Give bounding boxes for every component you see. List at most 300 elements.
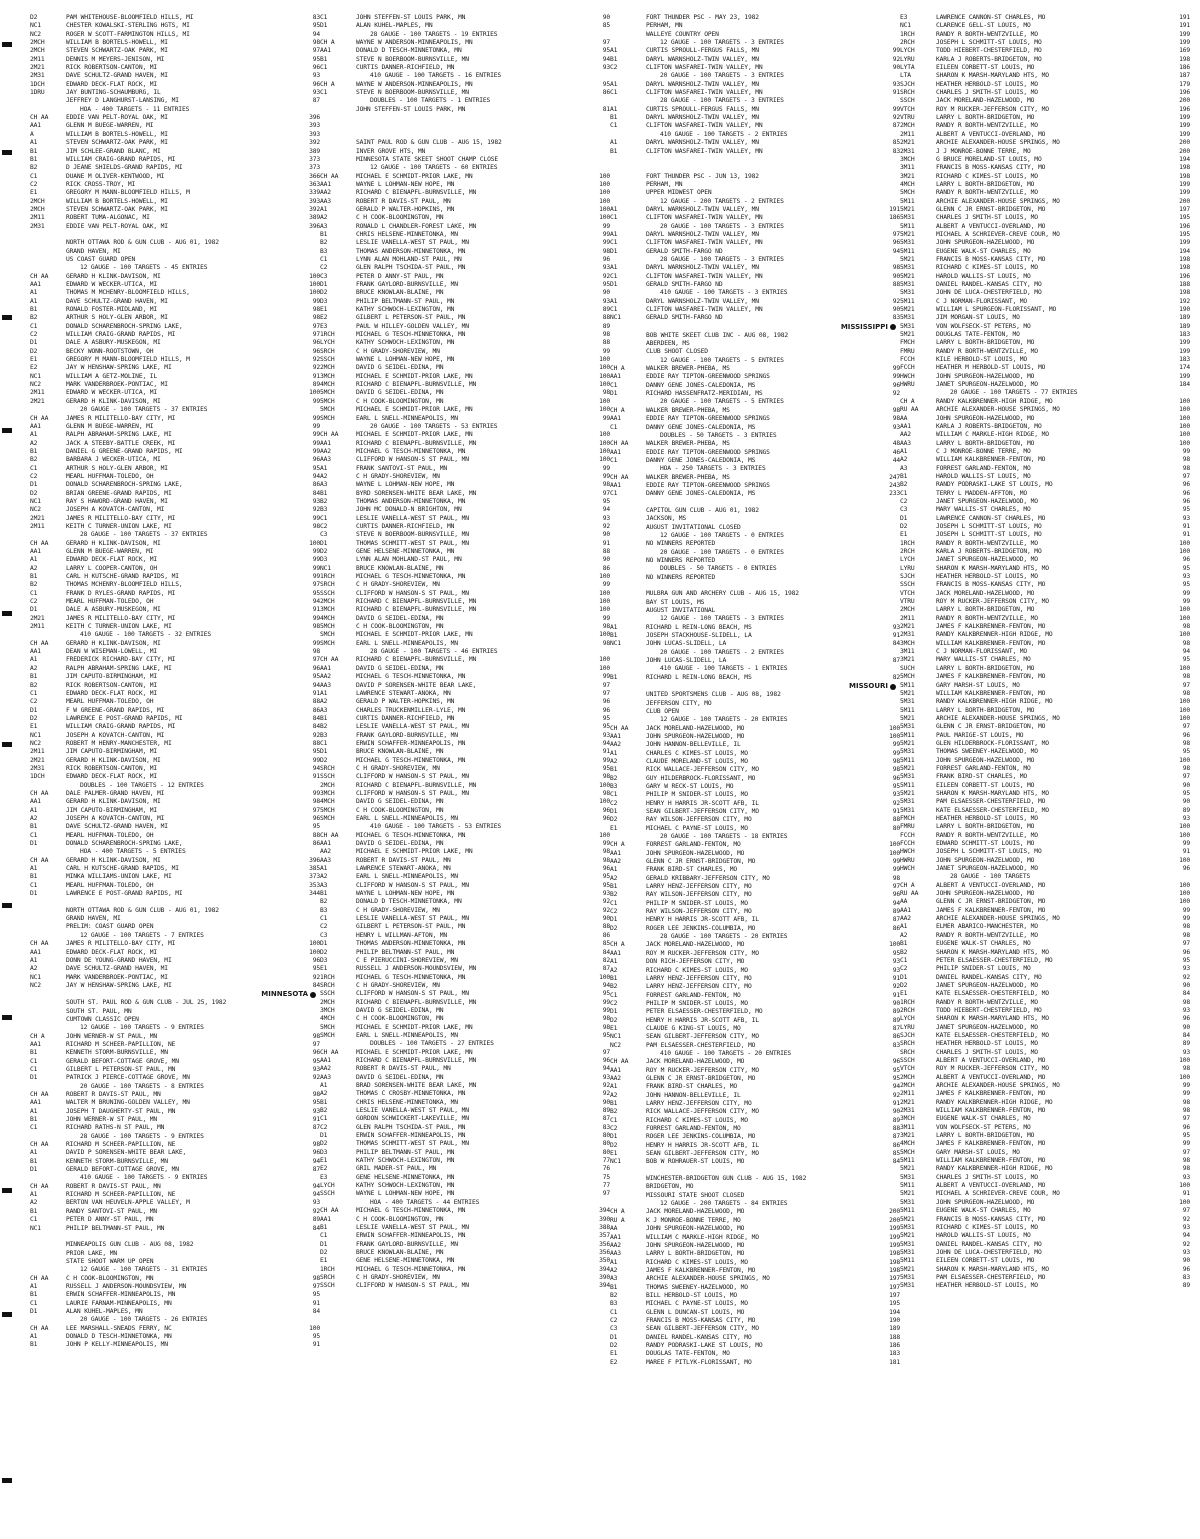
class-code: D2 <box>610 1141 618 1149</box>
shooter-name <box>356 114 584 122</box>
result-row <box>900 323 1190 331</box>
score: 100 <box>1179 1198 1190 1206</box>
result-row <box>320 1216 610 1224</box>
score: 100 <box>599 598 610 606</box>
class-code: SRCH <box>320 1273 335 1281</box>
class-code: A2 <box>610 1091 618 1099</box>
result-row <box>30 473 320 481</box>
result-row <box>320 465 610 473</box>
score: 94 <box>602 981 610 989</box>
result-row <box>320 1149 610 1157</box>
class-code: CH AA <box>320 1207 339 1215</box>
result-row <box>900 22 1190 30</box>
class-code: B1 <box>30 1049 38 1057</box>
score <box>874 649 900 657</box>
score: 356 <box>599 1248 610 1256</box>
shooter-name: GLENN C JR ERNST-BRIDGETON, MO <box>646 1074 756 1082</box>
score: 91 <box>312 606 320 614</box>
score <box>584 648 610 656</box>
shooter-name: 12 GAUGE - 200 TARGETS - 84 ENTRIES <box>660 1200 788 1208</box>
score: 84 <box>312 723 320 731</box>
class-code: 2M21 <box>30 64 45 72</box>
score: 100 <box>599 456 610 464</box>
event-header-line <box>30 999 320 1007</box>
shooter-name: ROBERT TUMA-ALGONAC, MI <box>66 214 150 222</box>
result-row <box>30 807 320 815</box>
result-row <box>30 748 320 756</box>
score: 247 <box>889 473 900 481</box>
class-code: 1DCH <box>30 773 45 781</box>
result-row <box>610 1000 900 1008</box>
score: 92 <box>602 522 610 530</box>
score <box>294 1266 320 1274</box>
shooter-name: JANET SPURGEON-HAZELWOOD, MO <box>936 497 1038 505</box>
class-code: C2 <box>320 522 328 530</box>
result-row <box>30 515 320 523</box>
class-code: 1RCH <box>900 30 915 38</box>
shooter-name: SHARON K MARSH-MARYLAND HTS, MO <box>936 948 1049 956</box>
event-header-line <box>30 1016 320 1024</box>
shooter-name: GARY MARSH-ST LOUIS, MO <box>936 681 1020 689</box>
result-row <box>610 941 900 949</box>
result-row <box>610 816 900 824</box>
result-row <box>320 1174 610 1182</box>
score: 100 <box>599 172 610 180</box>
shooter-name: NO WINNERS REPORTED <box>646 540 716 548</box>
shooter-name: EDDIE RAY TIPTON-GREENWOOD SPRINGS <box>646 448 770 456</box>
score: 100 <box>599 381 610 389</box>
class-code <box>610 574 646 582</box>
class-code: B1 <box>900 472 908 480</box>
score: 98 <box>1182 689 1190 697</box>
result-row <box>30 573 320 581</box>
score: 98 <box>312 39 320 47</box>
shooter-name: RANDY KALKBRENNER-HIGH RIDGE, MO <box>936 1165 1053 1173</box>
shooter-name: MICHAEL C PAYNE-ST LOUIS, MO <box>646 1300 748 1308</box>
class-code: 2M31 <box>30 222 45 230</box>
result-row <box>320 615 610 623</box>
class-code: 5M21 <box>900 764 915 772</box>
class-code <box>320 423 356 431</box>
score: 85 <box>892 1150 900 1158</box>
score: 100 <box>1179 431 1190 439</box>
score: 94 <box>1182 1232 1190 1240</box>
score: 92 <box>312 973 320 981</box>
score: 89 <box>892 1116 900 1124</box>
class-code <box>30 264 66 272</box>
score: 91 <box>312 689 320 697</box>
event-header-line <box>610 22 900 30</box>
result-row <box>610 298 900 306</box>
class-code <box>320 31 356 39</box>
shooter-name: GLENN C JR ERNST-BRIDGETON, MO <box>936 205 1046 213</box>
class-code: AA1 <box>30 648 41 656</box>
shooter-name: JACK MORELAND-HAZELWOOD, MO <box>646 724 745 732</box>
results-column <box>30 14 320 1529</box>
class-code <box>610 532 646 540</box>
result-row <box>320 1190 610 1198</box>
shooter-name: JANET SPURGEON-HAZELWOOD, MO <box>936 556 1038 564</box>
class-code: E2 <box>610 1358 618 1366</box>
shooter-name: SHARON K MARSH-MARYLAND HTS, MO <box>936 564 1049 572</box>
result-row <box>900 465 1190 473</box>
score: 100 <box>599 189 610 197</box>
event-header-line <box>610 432 900 440</box>
result-row <box>30 698 320 706</box>
score: 89 <box>892 1008 900 1016</box>
result-row <box>900 974 1190 982</box>
result-row <box>320 732 610 740</box>
score <box>874 532 900 540</box>
class-code: 5M11 <box>900 222 915 230</box>
class-code: B2 <box>320 898 328 906</box>
result-row <box>900 331 1190 339</box>
shooter-name: BECKY WONN-ROOTSTOWN, OH <box>66 347 154 355</box>
score: 87 <box>602 1115 610 1123</box>
class-code: VTRU <box>900 598 915 606</box>
score: 97 <box>312 1040 320 1048</box>
shooter-name: J J MONROE-BONNE TERRE, MO <box>936 147 1031 155</box>
shooter-name: RANDY R BORTH-WENTZVILLE, MO <box>936 998 1038 1006</box>
shooter-name: JOHN SPURGEON-HAZELWOOD, MO <box>936 239 1035 247</box>
score: 396 <box>309 856 320 864</box>
score: 356 <box>599 1240 610 1248</box>
result-row <box>900 56 1190 64</box>
shooter-name: JAY W HENSHAW-SPRING LAKE, MI <box>66 364 172 372</box>
shooter-name: SHARON K MARSH-MARYLAND HTS, MO <box>936 1265 1049 1273</box>
result-row <box>320 974 610 982</box>
score: 100 <box>889 941 900 949</box>
result-row <box>610 1142 900 1150</box>
class-code: 5M11 <box>900 197 915 205</box>
result-row <box>320 264 610 272</box>
score: 96 <box>602 255 610 263</box>
event-header-line <box>610 332 900 340</box>
score: 90 <box>602 289 610 297</box>
class-code: SSCH <box>900 1056 915 1064</box>
class-code: E1 <box>320 965 328 973</box>
score: 93 <box>602 731 610 739</box>
score: 99 <box>602 347 610 355</box>
shooter-name: SEAN GILBERT-JEFFERSON CITY, MO <box>646 1150 759 1158</box>
score: 95 <box>602 990 610 998</box>
shooter-name: LYNN ALAN MOHLAND-ST PAUL, MN <box>356 255 462 263</box>
result-row <box>30 740 320 748</box>
class-code: A3 <box>900 464 908 472</box>
shooter-name: HEATHER M HERBOLD-ST LOUIS, MO <box>936 364 1046 372</box>
binder-hole-mark <box>2 1312 12 1317</box>
result-row <box>30 598 320 606</box>
score: 99 <box>312 556 320 564</box>
result-row <box>900 1149 1190 1157</box>
shooter-name: CLUB SHOOT CLOSED <box>646 348 708 356</box>
class-code: D2 <box>320 1140 328 1148</box>
class-code: 2M11 <box>900 614 915 622</box>
shooter-name: KEITH C TURNER-UNION LAKE, MI <box>66 623 172 631</box>
shooter-name: DANNY GENE JONES-CALEDONIA, MS <box>646 456 756 464</box>
class-code: A1 <box>30 656 38 664</box>
score: 98 <box>1182 1065 1190 1073</box>
shooter-name: ROBERT R DAVIS-ST PAUL, MN <box>356 856 451 864</box>
score: 97 <box>602 689 610 697</box>
score <box>874 340 900 348</box>
class-code: E3 <box>320 322 328 330</box>
result-row <box>320 1015 610 1023</box>
score: 188 <box>1179 281 1190 288</box>
score: 87 <box>892 122 900 130</box>
shooter-name: MICHAEL C PAYNE-ST LOUIS, MO <box>646 824 748 832</box>
result-row <box>30 715 320 723</box>
class-code: HWCH <box>900 848 915 856</box>
class-code: NC1 <box>30 497 41 505</box>
shooter-name: EDWARD DECK-FLAT ROCK, MI <box>66 80 158 88</box>
result-row <box>30 815 320 823</box>
result-row <box>30 1225 320 1233</box>
class-code: AA3 <box>320 456 331 464</box>
class-code <box>610 549 646 557</box>
class-code: 2MCH <box>900 606 915 614</box>
event-header-line <box>610 357 900 365</box>
class-code: A1 <box>900 923 908 931</box>
result-row <box>30 723 320 731</box>
score: 99 <box>312 614 320 622</box>
shooter-name: GENE HELSENE-MINNETONKA, MN <box>356 1173 455 1181</box>
score: 88 <box>312 739 320 747</box>
class-code: C1 <box>610 1308 618 1316</box>
shooter-name: JOHN SPURGEON-HAZELWOOD, MO <box>646 1241 745 1249</box>
score: 92 <box>892 983 900 991</box>
class-code <box>30 923 66 931</box>
shooter-name: JOHN SPURGEON-HAZELWOOD, MO <box>646 732 745 740</box>
class-code: CH A <box>900 397 915 405</box>
score: 91 <box>892 991 900 999</box>
result-row <box>30 606 320 614</box>
result-row <box>30 89 320 97</box>
class-code <box>610 31 646 39</box>
event-header-line <box>30 1133 320 1141</box>
class-code: C3 <box>320 272 328 280</box>
shooter-name: WILLIAM B BORTELS-HOWELL, MI <box>66 39 168 47</box>
score: 198 <box>889 1266 900 1274</box>
class-code: CH A <box>610 1208 625 1216</box>
result-row <box>610 1309 900 1317</box>
class-code: C2 <box>610 908 618 916</box>
score <box>874 1183 900 1191</box>
class-code: FCCH <box>900 840 915 848</box>
shooter-name: CLIFTON WASFAREI-TWIN VALLEY, MN <box>646 89 763 97</box>
score: 99 <box>602 673 610 681</box>
result-row <box>900 823 1190 831</box>
shooter-name: MICHAEL G TESCH-MINNETONKA, MN <box>356 1265 466 1273</box>
shooter-name: JOHN SPURGEON-HAZELWOOD, MO <box>936 890 1035 898</box>
shooter-name: RANDY R BORTH-WENTZVILLE, MO <box>936 831 1038 839</box>
class-code: AA1 <box>320 47 331 55</box>
score: 389 <box>309 214 320 222</box>
class-code: A2 <box>610 966 618 974</box>
class-code <box>320 648 356 656</box>
result-row <box>30 1325 320 1333</box>
shooter-name: CARL H KUTSCHE-GRAND RAPIDS, MI <box>66 573 179 581</box>
shooter-name: MICHAEL G TESCH-MINNETONKA, MN <box>356 973 466 981</box>
class-code: FMRU <box>900 823 915 831</box>
result-row <box>30 1049 320 1057</box>
class-code: NC1 <box>320 564 331 572</box>
class-code <box>30 1016 66 1024</box>
score: 99 <box>602 1006 610 1014</box>
result-row <box>900 1182 1190 1190</box>
score: 198 <box>1179 164 1190 172</box>
shooter-name: NORTH OTTAWA ROD & GUN CLUB - AUG 01, 1982 <box>66 239 219 247</box>
shooter-name: EDDIE VAN PELT-ROYAL OAK, MI <box>66 114 168 122</box>
class-code: 1RCH <box>320 331 335 339</box>
class-code: 5MCH <box>900 1148 915 1156</box>
shooter-name: WALKER BREWER-PHEBA, MS <box>646 365 730 373</box>
event-header-line <box>320 97 610 105</box>
class-code: A3 <box>320 481 328 489</box>
class-code: A1 <box>320 1082 328 1089</box>
shooter-name: MICHAEL G TESCH-MINNETONKA, MN <box>356 756 466 764</box>
shooter-name: LAWRENCE STEWART-ANOKA, MN <box>356 865 451 873</box>
score: 91 <box>892 807 900 815</box>
score: 199 <box>1179 114 1190 122</box>
result-row <box>30 122 320 130</box>
result-row <box>30 289 320 297</box>
shooter-name: STEVEN SCHWARTZ-OAK PARK, MI <box>66 47 168 55</box>
score: 94 <box>312 1157 320 1165</box>
shooter-name: EDDIE RAY TIPTON-GREENWOOD SPRINGS <box>646 481 770 489</box>
shooter-name: BRUCE KNOWLAN-BLAINE, MN <box>356 748 444 756</box>
shooter-name: PHILIP BELTMANN-ST PAUL, MN <box>356 948 455 956</box>
shooter-name: CURTIS DANNER-RICHFIELD, MN <box>356 64 455 72</box>
score: 100 <box>599 781 610 789</box>
result-row <box>900 248 1190 256</box>
score: 94 <box>602 55 610 63</box>
result-row <box>610 440 900 448</box>
score: 199 <box>1179 130 1190 138</box>
result-row <box>30 873 320 881</box>
score: 98 <box>892 264 900 272</box>
class-code: AA1 <box>320 664 331 672</box>
event-header-line <box>610 700 900 708</box>
class-code: CH AA <box>320 656 339 664</box>
binder-hole-mark <box>2 1478 12 1483</box>
shooter-name: JOSEPH A KOVATCH-CANTON, MI <box>66 815 165 822</box>
score: 99 <box>1182 589 1190 597</box>
result-row <box>320 656 610 664</box>
class-code: 4MCH <box>900 1140 915 1148</box>
shooter-name: STEVEN SCHWARTZ-OAK PARK, MI <box>66 139 168 147</box>
class-code: D1 <box>610 281 618 288</box>
class-code <box>610 1167 646 1175</box>
shooter-name: PHILIP M SNIDER-ST LOUIS, MO <box>646 899 748 907</box>
shooter-name: JOHN HANNON-BELLEVILLE, IL <box>646 741 741 749</box>
shooter-name: C H COOK-BLOOMINGTON, MN <box>356 397 444 405</box>
shooter-name: JAMES F KALKBRENNER-FENTON, MO <box>936 623 1046 631</box>
score: 96 <box>312 956 320 964</box>
shooter-name: LESLIE VANELLA-WEST ST PAUL, MN <box>356 239 469 247</box>
score: 100 <box>1179 1182 1190 1190</box>
score: 197 <box>889 1275 900 1283</box>
shooter-name: JOSEPH STACKHOUSE-SLIDELL, LA <box>646 632 752 640</box>
result-row <box>320 506 610 514</box>
score: 98 <box>602 773 610 781</box>
result-row <box>30 1166 320 1174</box>
class-code: A2 <box>320 472 328 480</box>
score <box>294 999 320 1007</box>
score: 97 <box>1182 723 1190 731</box>
shooter-name: MEARL HUFFMAN-TOLEDO, OH <box>66 881 154 889</box>
class-code: NC2 <box>610 1041 621 1049</box>
class-code: CH A <box>610 841 625 849</box>
result-row <box>610 1033 900 1041</box>
score <box>874 515 900 523</box>
class-code: A1 <box>320 689 328 697</box>
score: 99 <box>602 230 610 238</box>
score: 394 <box>599 1207 610 1215</box>
class-code: LTA <box>900 72 911 80</box>
class-code: B1 <box>30 573 38 581</box>
class-code: 5M31 <box>900 289 915 297</box>
result-row <box>30 548 320 556</box>
class-code: A2 <box>320 1090 328 1098</box>
result-row <box>900 448 1190 456</box>
result-row <box>30 565 320 573</box>
result-row <box>320 957 610 965</box>
score: 93 <box>1182 1006 1190 1014</box>
result-row <box>320 882 610 890</box>
class-code: 5M11 <box>900 681 915 689</box>
event-header-line <box>610 557 900 565</box>
shooter-name: SAINT PAUL ROD & GUN CLUB - AUG 15, 1982 <box>356 139 502 147</box>
shooter-name: MICHAEL E SCHMIDT-PRIOR LAKE, MN <box>356 372 473 380</box>
result-row <box>900 690 1190 698</box>
shooter-name: ROY M RUCKER-JEFFERSON CITY, MO <box>646 1066 759 1074</box>
result-row <box>320 298 610 306</box>
shooter-name: WILLIAM KALKBRENNER-FENTON, MO <box>936 1107 1046 1115</box>
class-code <box>610 256 646 264</box>
class-code: 2M11 <box>30 623 45 631</box>
result-row <box>320 790 610 798</box>
class-code: 5M31 <box>900 773 915 781</box>
score: 95 <box>1182 506 1190 514</box>
shooter-name: ROGER LEE JENKINS-COLUMBIA, MO <box>646 924 756 932</box>
result-row <box>610 1100 900 1108</box>
class-code: 2M11 <box>30 389 45 397</box>
score: 90 <box>1182 798 1190 806</box>
class-code <box>610 289 646 297</box>
shooter-name: C H GRADY-SHOREVIEW, MN <box>356 764 440 772</box>
score: 98 <box>892 415 900 423</box>
score: 96 <box>602 865 610 873</box>
result-row <box>900 1199 1190 1207</box>
shooter-name: GILBERT L PETERSON-ST PAUL, MN <box>356 314 466 322</box>
shooter-name: GILBERT L PETERSON-ST PAUL, MN <box>66 1065 176 1073</box>
class-code: 5MCH <box>900 189 915 197</box>
event-header-line <box>610 524 900 532</box>
score: 99 <box>602 222 610 230</box>
result-row <box>320 1074 610 1082</box>
score: 100 <box>599 656 610 664</box>
shooter-name: PAUL W HILLEY-GOLDEN VALLEY, MN <box>356 322 469 330</box>
score: 86 <box>602 564 610 572</box>
class-code: 5M21 <box>900 714 915 722</box>
class-code: B3 <box>610 1300 618 1308</box>
event-header-line <box>610 933 900 941</box>
class-code: 3MCH <box>320 1006 335 1014</box>
score: 98 <box>602 389 610 397</box>
score: 97 <box>1182 1207 1190 1215</box>
result-row <box>900 573 1190 581</box>
